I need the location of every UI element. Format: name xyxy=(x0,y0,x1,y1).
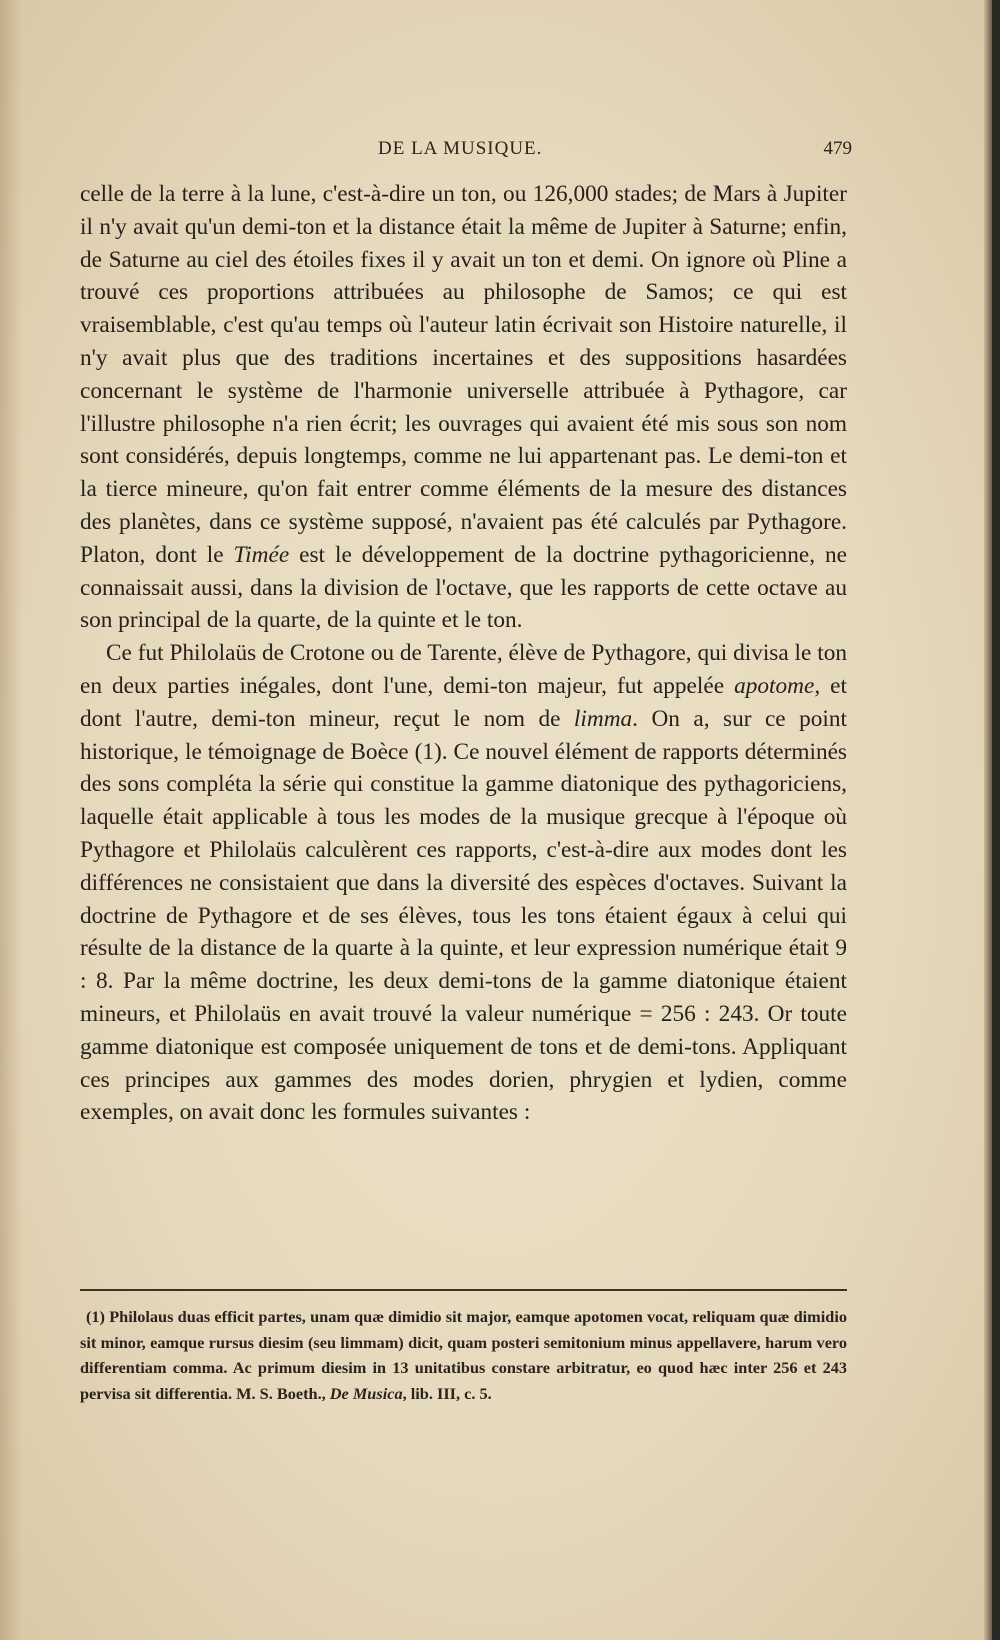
page-header xyxy=(82,138,852,164)
paragraph-2-text-a: Ce fut Philolaüs de Crotone ou de Tarente, élève de Pythagore, qui divisa le ton en deux parties inégales, dont l'une, demi-ton majeur, fut appelée xyxy=(80,640,847,699)
paragraph-1-text-a: celle de la terre à la lune, c'est-à-dire un ton, ou 126,000 stades; de Mars à Jupiter il n'y avait qu'un demi-ton et la distance était la même de Jupiter à Saturne; enfin, de Saturne au ciel des étoiles fixes il y avait un ton et demi. On ignore où Pline a trouvé ces proportions attribuées au philosophe de Samos; ce qui est vraisemblable, c'est qu'au temps où l'auteur latin écrivait son Histoire naturelle, il n'y avait plus que des traditions incertaines et des suppositions hasardées concernant le système de l'harmonie universelle attribuée à Pythagore, car l'illustre philosophe n'a rien écrit; les ouvrages qui avaient été mis sous son nom sont considérés, depuis longtemps, comme ne lui appartenant pas. Le demi-ton et la tierce mineure, qu'on fait entrer comme éléments de la mesure des distances des planètes, dans ce système supposé, n'avaient pas été calculés par Pythagore. Platon, dont le xyxy=(80,181,847,568)
limma-term: limma xyxy=(573,705,633,732)
main-text xyxy=(80,178,847,1129)
paragraph-1-text-b: est le développement de la doctrine pythagoricienne, ne connaissait aussi, dans la division de l'octave, que les rapports de cette octave au son principal de la quarte, de la quinte et le ton. xyxy=(80,541,847,634)
de-musica-title: De Musica xyxy=(329,1383,403,1403)
page-edge xyxy=(984,0,992,1640)
footnote-number: (1) xyxy=(86,1307,105,1326)
page-number: 479 xyxy=(823,138,852,159)
footnote-rule xyxy=(80,1289,847,1291)
page-gutter-shadow xyxy=(0,0,22,1640)
footnote-paragraph xyxy=(80,1304,847,1406)
footnote xyxy=(80,1304,847,1406)
timee-title: Timée xyxy=(233,541,290,568)
running-head: DE LA MUSIQUE. xyxy=(378,138,543,159)
paragraph-1 xyxy=(80,178,847,637)
footnote-text-b: , lib. III, c. 5. xyxy=(402,1383,492,1403)
paragraph-2 xyxy=(80,637,847,1129)
footnote-text-a: Philolaus duas efficit partes, unam quæ dimidio sit major, eamque apotomen vocat, reliquam quæ dimidio sit minor, eamque rursus diesim (seu limmam) dicit, quam posteri semitonium minus appellavere, harum vero differentiam comma. Ac primum diesim in 13 unitatibus constare arbitratur, eo quod hæc inter 256 et 243 pervisa sit differentia. M. S. Boeth., xyxy=(80,1307,847,1403)
apotome-term: apotome xyxy=(734,672,815,699)
paragraph-2-text-b: , et dont l'autre, demi-ton mineur, reçut le nom de xyxy=(80,672,847,732)
paragraph-2-text-c: . On a, sur ce point historique, le témoignage de Boèce (1). Ce nouvel élément de rapports déterminés des sons compléta la série qui constitue la gamme diatonique des pythagoriciens, laquelle était applicable à tous les modes de la musique grecque à l'époque où Pythagore et Philolaüs calculèrent ces rapports, c'est-à-dire aux modes dont les différences ne consistaient que dans la diversité des espèces d'octaves. Suivant la doctrine de Pythagore et de ses élèves, tous les tons étaient égaux à celui qui résulte de la distance de la quarte à la quinte, et leur expression numérique était 9 : 8. Par la même doctrine, les deux demi-tons de la gamme diatonique étaient mineurs, et Philolaüs en avait trouvé la valeur numérique = 256 : 243. Or toute gamme diatonique est composée uniquement de tons et de demi-tons. Appliquant ces principes aux gammes des modes dorien, phrygien et lydien, comme exemples, on avait donc les formules suivantes : xyxy=(80,705,847,1126)
